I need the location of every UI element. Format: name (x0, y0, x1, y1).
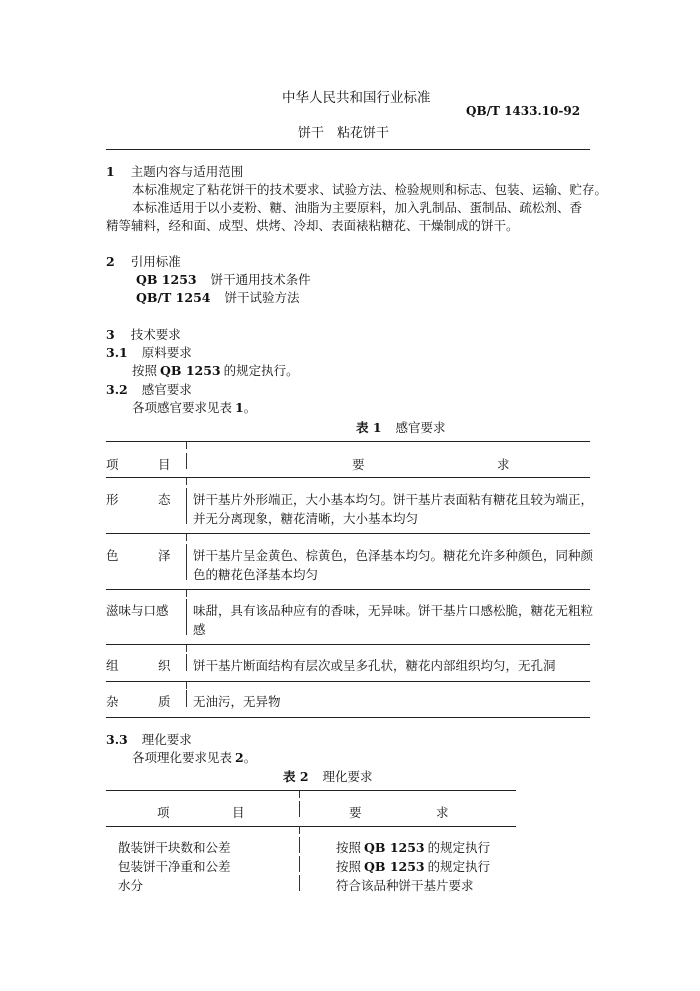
table1-header-req-a: 要 (352, 457, 365, 472)
table1-row-rule (106, 533, 590, 534)
table1-row-rule (106, 589, 590, 590)
table2-row-req (336, 857, 490, 875)
reference-code: QB/T 1254 (136, 290, 211, 305)
table2-column-tick (299, 791, 300, 798)
table2-column-divider (299, 837, 300, 853)
reference-name: 饼干通用技术条件 (210, 272, 311, 287)
table1-column-tick (186, 682, 187, 689)
table1-column-tick (186, 534, 187, 541)
table2-header-req-a: 要 (349, 805, 362, 820)
table2-top-rule (106, 790, 516, 791)
section3-2-text (132, 398, 256, 416)
table1-bottom-rule (106, 717, 590, 718)
reference-name: 饼干试验方法 (224, 290, 300, 305)
section3-3-heading (106, 730, 192, 748)
table2-column-divider (299, 856, 300, 872)
table-ref: 2 (235, 750, 244, 765)
section1-number: 1 (106, 164, 115, 179)
table1-row-req-line: 味甜，具有该品种应有的香味，无异味。饼干基片口感松脆，糖花无粗粒 (193, 603, 594, 618)
standard-ref: QB 1253 (364, 840, 425, 855)
table1-column-tick (186, 478, 187, 485)
header-rule (106, 149, 590, 150)
table1-caption-number: 表 1 (356, 420, 382, 435)
table1-row-item-b: 泽 (158, 548, 171, 563)
section3-1-text (132, 361, 299, 379)
section3-title: 技术要求 (130, 327, 181, 342)
table2-caption-number: 表 2 (283, 769, 309, 784)
section3-2-number: 3.2 (106, 382, 128, 397)
text-fragment: 按照 (336, 840, 362, 855)
table1-column-divider (186, 654, 187, 671)
text-fragment: 各项理化要求见表 (132, 750, 233, 765)
table2-column-divider (299, 801, 300, 817)
table1-row-req-line: 饼干基片断面结构有层次或呈多孔状，糖花内部组织均匀，无孔洞 (193, 658, 556, 673)
section3-1-number: 3.1 (106, 345, 128, 360)
table2-row-item: 散装饼干块数和公差 (118, 840, 231, 855)
section1-title: 主题内容与适用范围 (130, 164, 244, 179)
table1-column-divider (186, 488, 187, 524)
table1-row-item-b: 织 (158, 658, 171, 673)
table1-header-rule (106, 477, 590, 478)
section3-2-heading (106, 380, 192, 398)
table1-row-req-line: 感 (193, 622, 206, 637)
table1-row-item-b: 质 (158, 694, 171, 709)
table2-row-req (336, 838, 490, 856)
table1-row-item-a: 组 (106, 658, 119, 673)
section3-2-title: 感官要求 (141, 382, 192, 397)
standard-ref: QB 1253 (364, 859, 425, 874)
table1-top-rule (106, 441, 590, 442)
table1-row-rule (106, 644, 590, 645)
table2-caption (283, 767, 373, 785)
section3-1-heading (106, 343, 192, 361)
section3-3-number: 3.3 (106, 732, 128, 747)
text-fragment: 的规定执行 (427, 859, 491, 874)
table1-caption (356, 418, 446, 436)
text-fragment: 按照 (336, 859, 362, 874)
table2-header-req-b: 求 (436, 805, 449, 820)
table1-column-divider (186, 690, 187, 707)
table2-row-item: 包装饼干净重和公差 (118, 859, 231, 874)
table2-column-tick (299, 827, 300, 834)
table2-row-req: 符合该品种饼干基片要求 (336, 878, 474, 893)
section1-para2-line1: 本标准适用于以小麦粉、糖、油脂为主要原料，加入乳制品、蛋制品、疏松剂、香 (132, 200, 583, 215)
table1-column-tick (186, 442, 187, 449)
table1-row-req-line: 并无分离现象，糖花清晰，大小基本均匀 (193, 511, 419, 526)
table1-header-req-b: 求 (497, 457, 510, 472)
standard-code: QB/T 1433.10-92 (466, 104, 581, 118)
table-ref: 1 (235, 400, 244, 415)
text-fragment: 的规定执行。 (223, 363, 299, 378)
doc-title: 饼干 粘花饼干 (298, 126, 390, 141)
section3-3-text (132, 748, 256, 766)
table1-header-item-b: 目 (158, 457, 171, 472)
table1-row-item-a: 杂 (106, 694, 119, 709)
table1-row-item: 滋味与口感 (106, 603, 169, 618)
text-fragment: 按照 (132, 363, 158, 378)
table2-column-divider (299, 875, 300, 891)
table2-row-item: 水分 (118, 878, 144, 893)
table1-row-req-line: 无油污，无异物 (193, 694, 281, 709)
section3-3-title: 理化要求 (141, 732, 192, 747)
table1-caption-title: 感官要求 (395, 420, 446, 435)
text-fragment: 。 (243, 400, 257, 415)
table1-row-req-line: 色的糖花色泽基本均匀 (193, 567, 319, 582)
table1-header-item-a: 项 (106, 457, 119, 472)
table1-row-req-line: 饼干基片呈金黄色、棕黄色，色泽基本均匀。糖花允许多种颜色，同种颜 (193, 548, 594, 563)
section2-title: 引用标准 (130, 254, 181, 269)
table1-column-tick (186, 645, 187, 652)
text-fragment: 各项感官要求见表 (132, 400, 233, 415)
section1-para1: 本标准规定了粘花饼干的技术要求、试验方法、检验规则和标志、包装、运输、贮存。 (132, 182, 608, 197)
reference-code: QB 1253 (136, 272, 197, 287)
table2-header-item-b: 目 (232, 805, 245, 820)
section1-heading (106, 162, 243, 180)
standard-ref: QB 1253 (160, 363, 221, 378)
table2-header-item-a: 项 (157, 805, 170, 820)
table2-caption-title: 理化要求 (322, 769, 373, 784)
reference-item (136, 288, 299, 306)
section2-heading (106, 252, 181, 270)
section3-number: 3 (106, 327, 115, 342)
table1-row-item-b: 态 (158, 492, 171, 507)
table1-column-tick (186, 590, 187, 597)
reference-item (136, 270, 311, 288)
table1-column-divider (186, 544, 187, 580)
text-fragment: 的规定执行 (427, 840, 491, 855)
table1-column-divider (186, 599, 187, 635)
table1-row-rule (106, 681, 590, 682)
table1-row-item-a: 形 (106, 492, 119, 507)
section3-1-title: 原料要求 (141, 345, 192, 360)
section2-number: 2 (106, 254, 115, 269)
table1-row-item-a: 色 (106, 548, 119, 563)
table1-row-req-line: 饼干基片外形端正，大小基本均匀。饼干基片表面粘有糖花且较为端正， (193, 492, 594, 507)
table2-header-rule (106, 826, 516, 827)
text-fragment: 。 (243, 750, 257, 765)
table1-column-divider (186, 453, 187, 469)
standard-title: 中华人民共和国行业标准 (282, 90, 431, 106)
section1-para2-line2: 精等辅料，经和面、成型、烘烤、冷却、表面裱粘糖花、干燥制成的饼干。 (106, 218, 519, 233)
section3-heading (106, 325, 181, 343)
